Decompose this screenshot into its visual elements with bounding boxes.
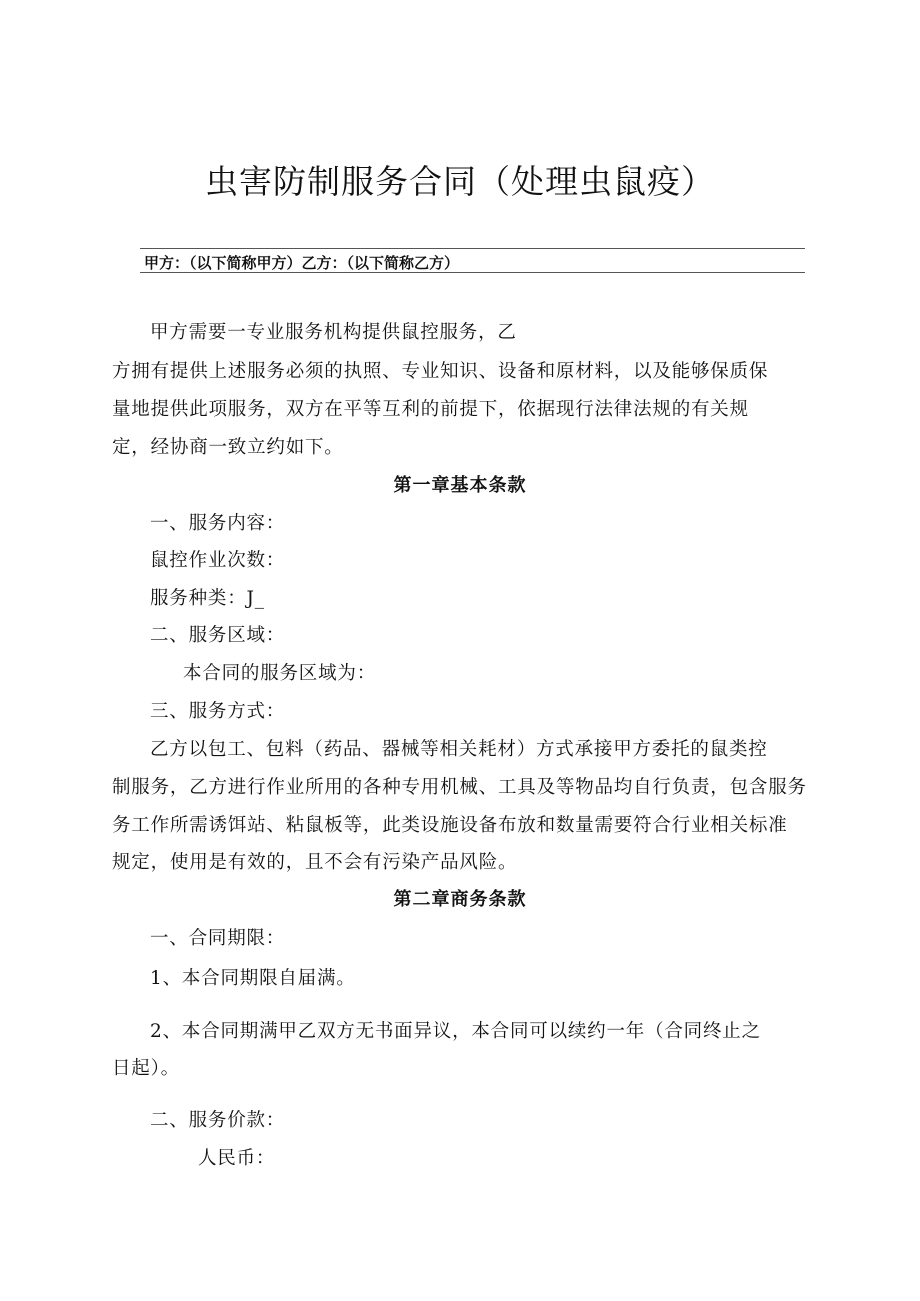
term-clause-1: 1、本合同期限自届满。: [150, 968, 356, 989]
currency-label: 人民币：: [198, 1148, 276, 1169]
service-method-label: 三、服务方式：: [150, 701, 286, 722]
service-type-label: 服务种类：J_: [150, 588, 265, 609]
intro-line-4: 定，经协商一致立约如下。: [112, 437, 344, 458]
chapter1-heading: 第一章基本条款: [393, 475, 527, 496]
intro-line-3: 量地提供此项服务，双方在平等互利的前提下，依据现行法律法规的有关规: [112, 399, 749, 420]
term-clause-2-line-2: 日起）。: [112, 1058, 180, 1079]
party-line: 甲方：（以下简称甲方）乙方：（以下简称乙方）: [144, 254, 460, 272]
rodent-count-label: 鼠控作业次数：: [150, 550, 286, 571]
intro-line-2: 方拥有提供上述服务必须的执照、专业知识、设备和原材料，以及能够保质保: [112, 361, 769, 382]
method-line-2: 制服务，乙方进行作业所用的各种专用机械、工具及等物品均自行负责，包含服务: [112, 777, 807, 798]
chapter2-heading: 第二章商务条款: [393, 889, 527, 910]
method-line-4: 规定，使用是有效的，且不会有污染产品风险。: [112, 852, 518, 873]
party-info-bar: [140, 248, 805, 273]
service-area-label: 二、服务区域：: [150, 625, 286, 646]
document-title: 虫害防制服务合同（处理虫鼠疫）: [205, 162, 715, 201]
term-clause-2-line-1: 2、本合同期满甲乙双方无书面异议，本合同可以续约一年（合同终止之: [150, 1021, 761, 1042]
service-area-text: 本合同的服务区域为：: [183, 663, 377, 684]
method-line-1: 乙方以包工、包料（药品、器械等相关耗材）方式承接甲方委托的鼠类控: [150, 739, 768, 760]
service-price-label: 二、服务价款：: [150, 1110, 286, 1131]
service-content-label: 一、服务内容：: [150, 513, 286, 534]
intro-line-1: 甲方需要一专业服务机构提供鼠控服务，乙: [150, 322, 517, 343]
contract-term-label: 一、合同期限：: [150, 928, 286, 949]
method-line-3: 务工作所需诱饵站、粘鼠板等，此类设施设备布放和数量需要符合行业相关标准: [112, 815, 788, 836]
